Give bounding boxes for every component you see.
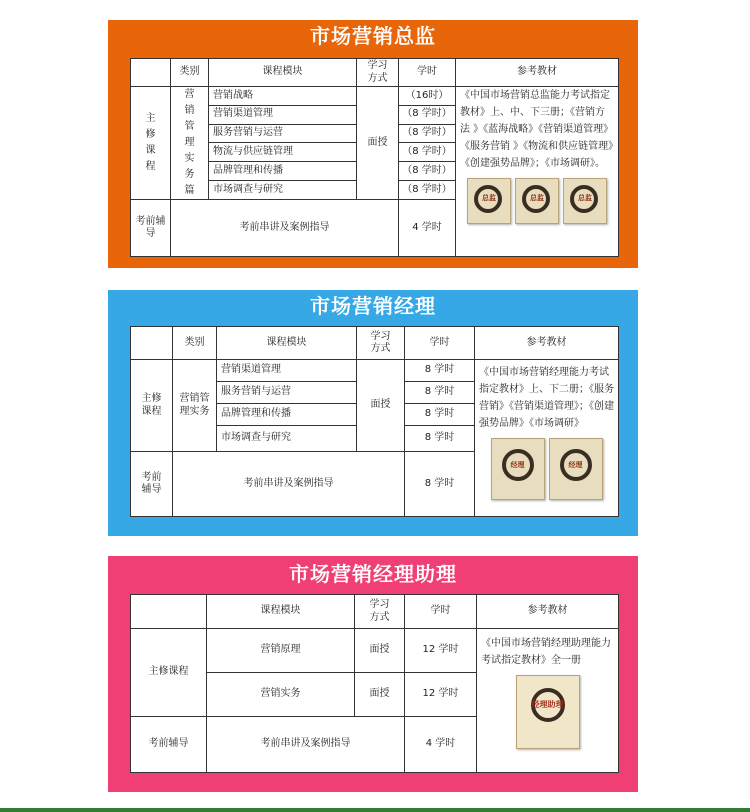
header-category: 类别 [173,327,217,360]
director-table [130,58,619,257]
module-name: 营销渠道管理 [209,105,357,124]
header-reference: 参考教材 [456,59,619,87]
module-hours: 8 学时 [405,426,475,452]
textbook-cover: 总监 [515,178,559,224]
module-hours: （8 学时） [399,143,456,162]
reference-cell [477,629,619,773]
exam-label: 考前辅导 [131,200,171,257]
manager-panel [108,290,638,536]
header-hours: 学时 [405,327,475,360]
exam-hours: 4 学时 [399,200,456,257]
method-label: 面授 [357,360,405,452]
major-label: 主修课程 [131,629,207,717]
header-hours: 学时 [405,595,477,629]
textbook-cover: 总监 [467,178,511,224]
header-category: 类别 [171,59,209,87]
major-label: 主修课程 [131,360,173,452]
module-name: 营销渠道管理 [217,360,357,382]
module-hours: （8 学时） [399,181,456,200]
book-images [477,675,618,749]
module-hours: （8 学时） [399,124,456,143]
module-hours: （8 学时） [399,105,456,124]
exam-content: 考前串讲及案例指导 [173,452,405,517]
module-name: 市场调查与研究 [217,426,357,452]
book-images [475,438,618,500]
manager-title: 市场营销经理 [310,294,436,318]
major-label: 主修课程 [131,87,171,200]
assistant-title: 市场营销经理助理 [289,562,457,586]
header-module: 课程模块 [207,595,355,629]
textbook-cover: 经理 [491,438,545,500]
textbook-cover: 经理助理 [516,675,580,749]
header-module: 课程模块 [209,59,357,87]
exam-content: 考前串讲及案例指导 [171,200,399,257]
module-hours: （16时） [399,87,456,106]
module-hours: 8 学时 [405,360,475,382]
module-name: 品牌管理和传播 [217,404,357,426]
header-hours: 学时 [399,59,456,87]
method-label: 面授 [357,87,399,200]
header-method: 学习 方式 [355,595,405,629]
header-method: 学习 方式 [357,327,405,360]
module-name: 物流与供应链管理 [209,143,357,162]
director-panel [108,20,638,268]
reference-cell [475,360,619,517]
footer-line [0,808,750,812]
director-title: 市场营销总监 [310,24,436,48]
module-name: 服务营销与运营 [209,124,357,143]
reference-cell [456,87,619,257]
textbook-cover: 总监 [563,178,607,224]
module-name: 品牌管理和传播 [209,162,357,181]
header-module: 课程模块 [217,327,357,360]
category-label: 营销管理实务篇 [171,87,209,200]
reference-text: 《中国市场营销经理助理能力考试指定教材》全一册 [481,638,611,666]
assistant-panel [108,556,638,792]
module-hours: （8 学时） [399,162,456,181]
method-label: 面授 [355,629,405,673]
category-label: 营销管理实务 [173,360,217,452]
assistant-table [130,594,619,773]
book-images [456,178,618,224]
exam-label: 考前辅导 [131,717,207,773]
exam-hours: 4 学时 [405,717,477,773]
manager-table [130,326,619,517]
exam-label: 考前辅导 [131,452,173,517]
module-name: 营销实务 [207,673,355,717]
module-name: 市场调查与研究 [209,181,357,200]
module-hours: 12 学时 [405,673,477,717]
module-hours: 8 学时 [405,404,475,426]
exam-hours: 8 学时 [405,452,475,517]
exam-content: 考前串讲及案例指导 [207,717,405,773]
module-name: 营销战略 [209,87,357,106]
header-reference: 参考教材 [477,595,619,629]
reference-text: 《中国市场营销总监能力考试指定教材》上、中、下三册；《营销方法 》《蓝海战略》《营销渠道管理》《服务营销 》《物流和供应链管理》《创建强势品牌》；《市场调研》。 [460,90,614,169]
reference-text: 《中国市场营销经理能力考试指定教材》上、下二册；《服务营销》《营销渠道管理》；《创建强势品牌》《市场调研》 [479,367,614,429]
header-method: 学习 方式 [357,59,399,87]
module-name: 营销原理 [207,629,355,673]
module-name: 服务营销与运营 [217,382,357,404]
header-reference: 参考教材 [475,327,619,360]
method-label: 面授 [355,673,405,717]
textbook-cover: 经理 [549,438,603,500]
module-hours: 12 学时 [405,629,477,673]
module-hours: 8 学时 [405,382,475,404]
